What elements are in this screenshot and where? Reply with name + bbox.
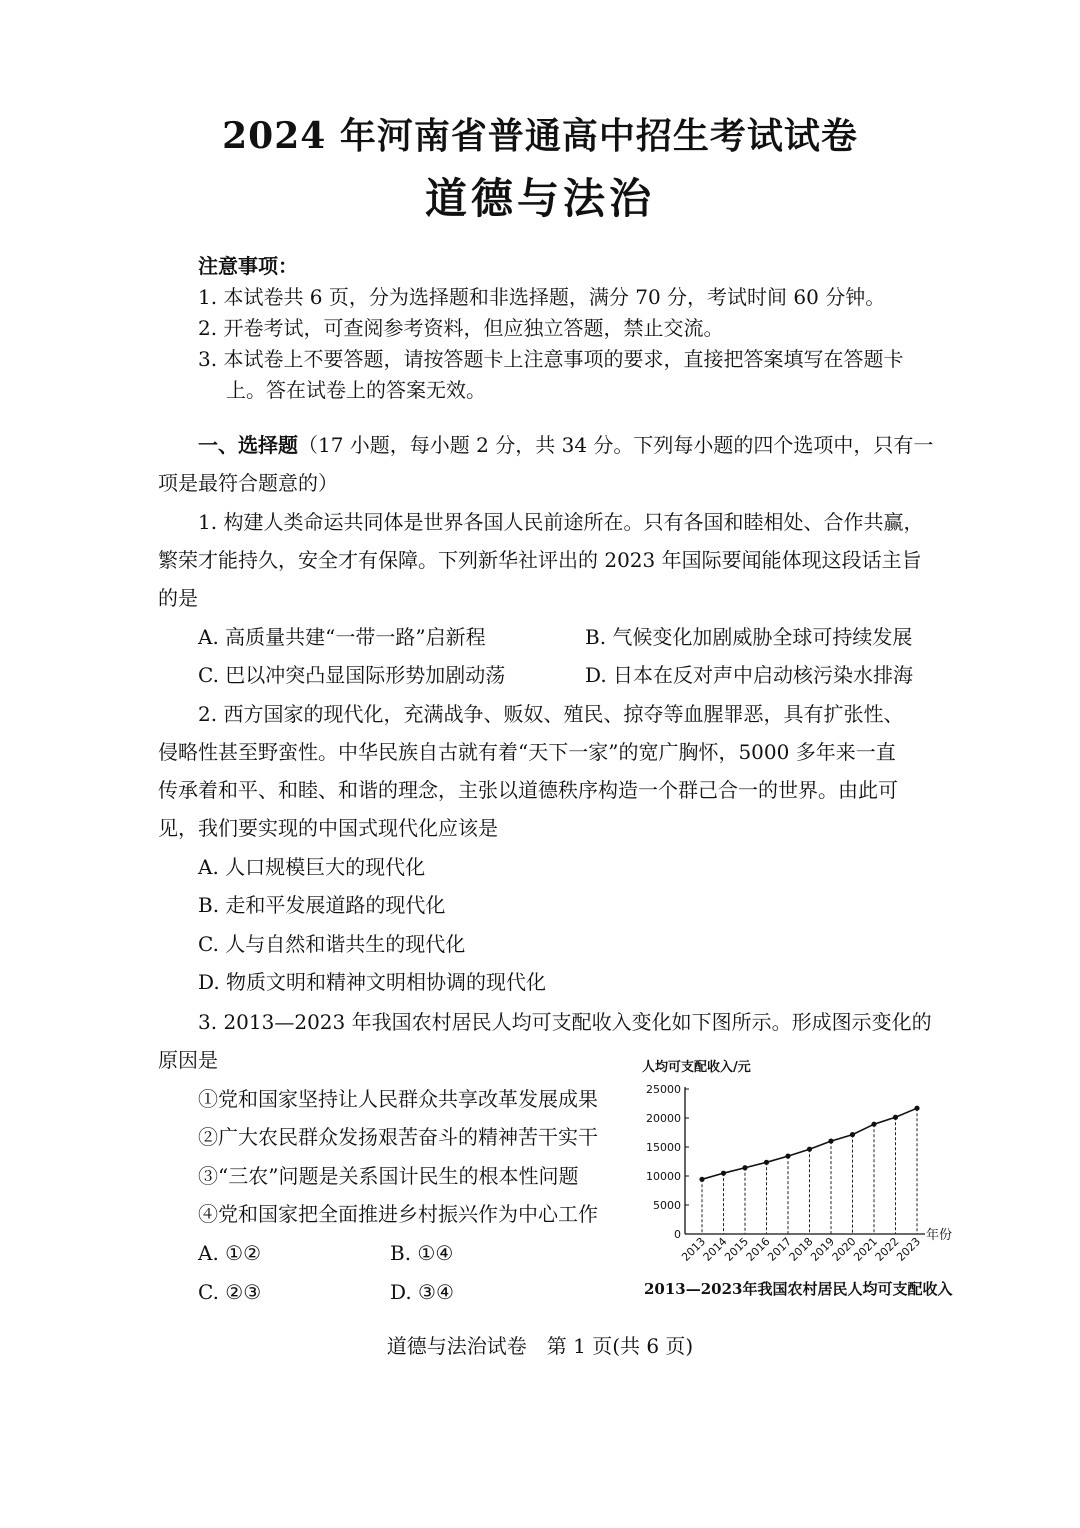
q3-statement-3: ③“三农”问题是关系国计民生的根本性问题 [198,1164,579,1188]
exam-title: 2024 年河南省普通高中招生考试试卷 [222,115,858,157]
note-item: 上。答在试卷上的答案无效。 [226,378,486,402]
x-tick-label: 2019 [808,1234,838,1264]
data-point [850,1132,855,1137]
x-tick-label: 2016 [743,1234,773,1264]
note-item: 1. 本试卷共 6 页，分为选择题和非选择题，满分 70 分，考试时间 60 分钟。 [198,285,886,309]
y-tick-label: 25000 [646,1083,681,1096]
y-tick-label: 20000 [646,1112,681,1125]
x-axis-title: 年份 [926,1228,953,1243]
q3-option-a: A. ①② [198,1241,262,1265]
y-tick-label: 5000 [653,1199,681,1212]
data-point [721,1171,726,1176]
section-desc: （17 小题，每小题 2 分，共 34 分。下列每小题的四个选项中，只有一 [298,433,934,457]
x-tick-label: 2014 [700,1234,730,1264]
x-tick-label: 2013 [679,1234,709,1264]
data-point [828,1138,833,1143]
q2-option-b: B. 走和平发展道路的现代化 [198,893,446,917]
q1-text: 繁荣才能持久，安全才有保障。下列新华社评出的 2023 年国际要闻能体现这段话主旨 [158,548,922,572]
q2-text: 传承着和平、和睦、和谐的理念，主张以道德秩序构造一个群己合一的世界。由此可 [158,778,898,802]
x-tick-label: 2021 [851,1234,881,1264]
x-tick-label: 2018 [786,1234,816,1264]
q3-statement-1: ①党和国家坚持让人民群众共享改革发展成果 [198,1087,598,1111]
q1-text: 1. 构建人类命运共同体是世界各国人民前途所在。只有各国和睦相处、合作共赢， [198,510,924,534]
q2-text: 见，我们要实现的中国式现代化应该是 [158,816,498,840]
x-tick-label: 2015 [722,1234,752,1264]
note-item: 3. 本试卷上不要答题，请按答题卡上注意事项的要求，直接把答案填写在答题卡 [198,347,904,371]
x-tick-label: 2020 [829,1234,859,1264]
income-series-line [702,1108,917,1179]
q3-statement-2: ②广大农民群众发扬艰苦奋斗的精神苦干实干 [198,1125,598,1149]
x-tick-label: 2023 [894,1234,924,1264]
section-title: 一、选择题 [198,433,298,457]
data-point [742,1165,747,1170]
y-tick-label: 15000 [646,1141,681,1154]
section-heading [198,432,933,458]
y-tick-label: 0 [674,1228,681,1241]
q3-option-d: D. ③④ [390,1280,454,1304]
page-footer: 道德与法治试卷 第 1 页(共 6 页) [386,1334,694,1358]
income-chart-svg [630,1055,970,1305]
notes-heading: 注意事项： [198,254,298,278]
data-point [807,1147,812,1152]
q3-option-b: B. ①④ [390,1241,454,1265]
q3-option-c: C. ②③ [198,1280,262,1304]
chart-caption: 2013—2023年我国农村居民人均可支配收入 [644,1280,953,1298]
q2-option-d: D. 物质文明和精神文明相协调的现代化 [198,970,547,994]
data-point [699,1177,704,1182]
q1-option-d: D. 日本在反对声中启动核污染水排海 [585,663,914,687]
y-axis-title: 人均可支配收入/元 [642,1060,751,1075]
q2-option-a: A. 人口规模巨大的现代化 [198,855,426,879]
data-point [764,1160,769,1165]
income-chart [630,1055,970,1305]
q1-option-a: A. 高质量共建“一带一路”启新程 [198,625,486,649]
q2-text: 2. 西方国家的现代化，充满战争、贩奴、殖民、掠夺等血腥罪恶，具有扩张性、 [198,702,904,726]
q1-option-b: B. 气候变化加剧威胁全球可持续发展 [585,625,913,649]
y-tick-label: 10000 [646,1170,681,1183]
q3-statement-4: ④党和国家把全面推进乡村振兴作为中心工作 [198,1202,598,1226]
data-point [871,1122,876,1127]
x-tick-label: 2017 [765,1234,795,1264]
data-point [785,1153,790,1158]
data-point [914,1106,919,1111]
data-point [893,1115,898,1120]
q2-text: 侵略性甚至野蛮性。中华民族自古就有着“天下一家”的宽广胸怀，5000 多年来一直 [158,740,896,764]
x-tick-label: 2022 [872,1234,902,1264]
subject-title: 道德与法治 [424,174,655,223]
note-item: 2. 开卷考试，可查阅参考资料，但应独立答题，禁止交流。 [198,316,724,340]
section-desc-cont: 项是最符合题意的） [158,471,338,495]
q1-text: 的是 [158,586,198,610]
q1-option-c: C. 巴以冲突凸显国际形势加剧动荡 [198,663,506,687]
q3-text: 3. 2013—2023 年我国农村居民人均可支配收入变化如下图所示。形成图示变化的 [198,1010,932,1034]
q2-option-c: C. 人与自然和谐共生的现代化 [198,932,466,956]
q3-text: 原因是 [158,1048,218,1072]
